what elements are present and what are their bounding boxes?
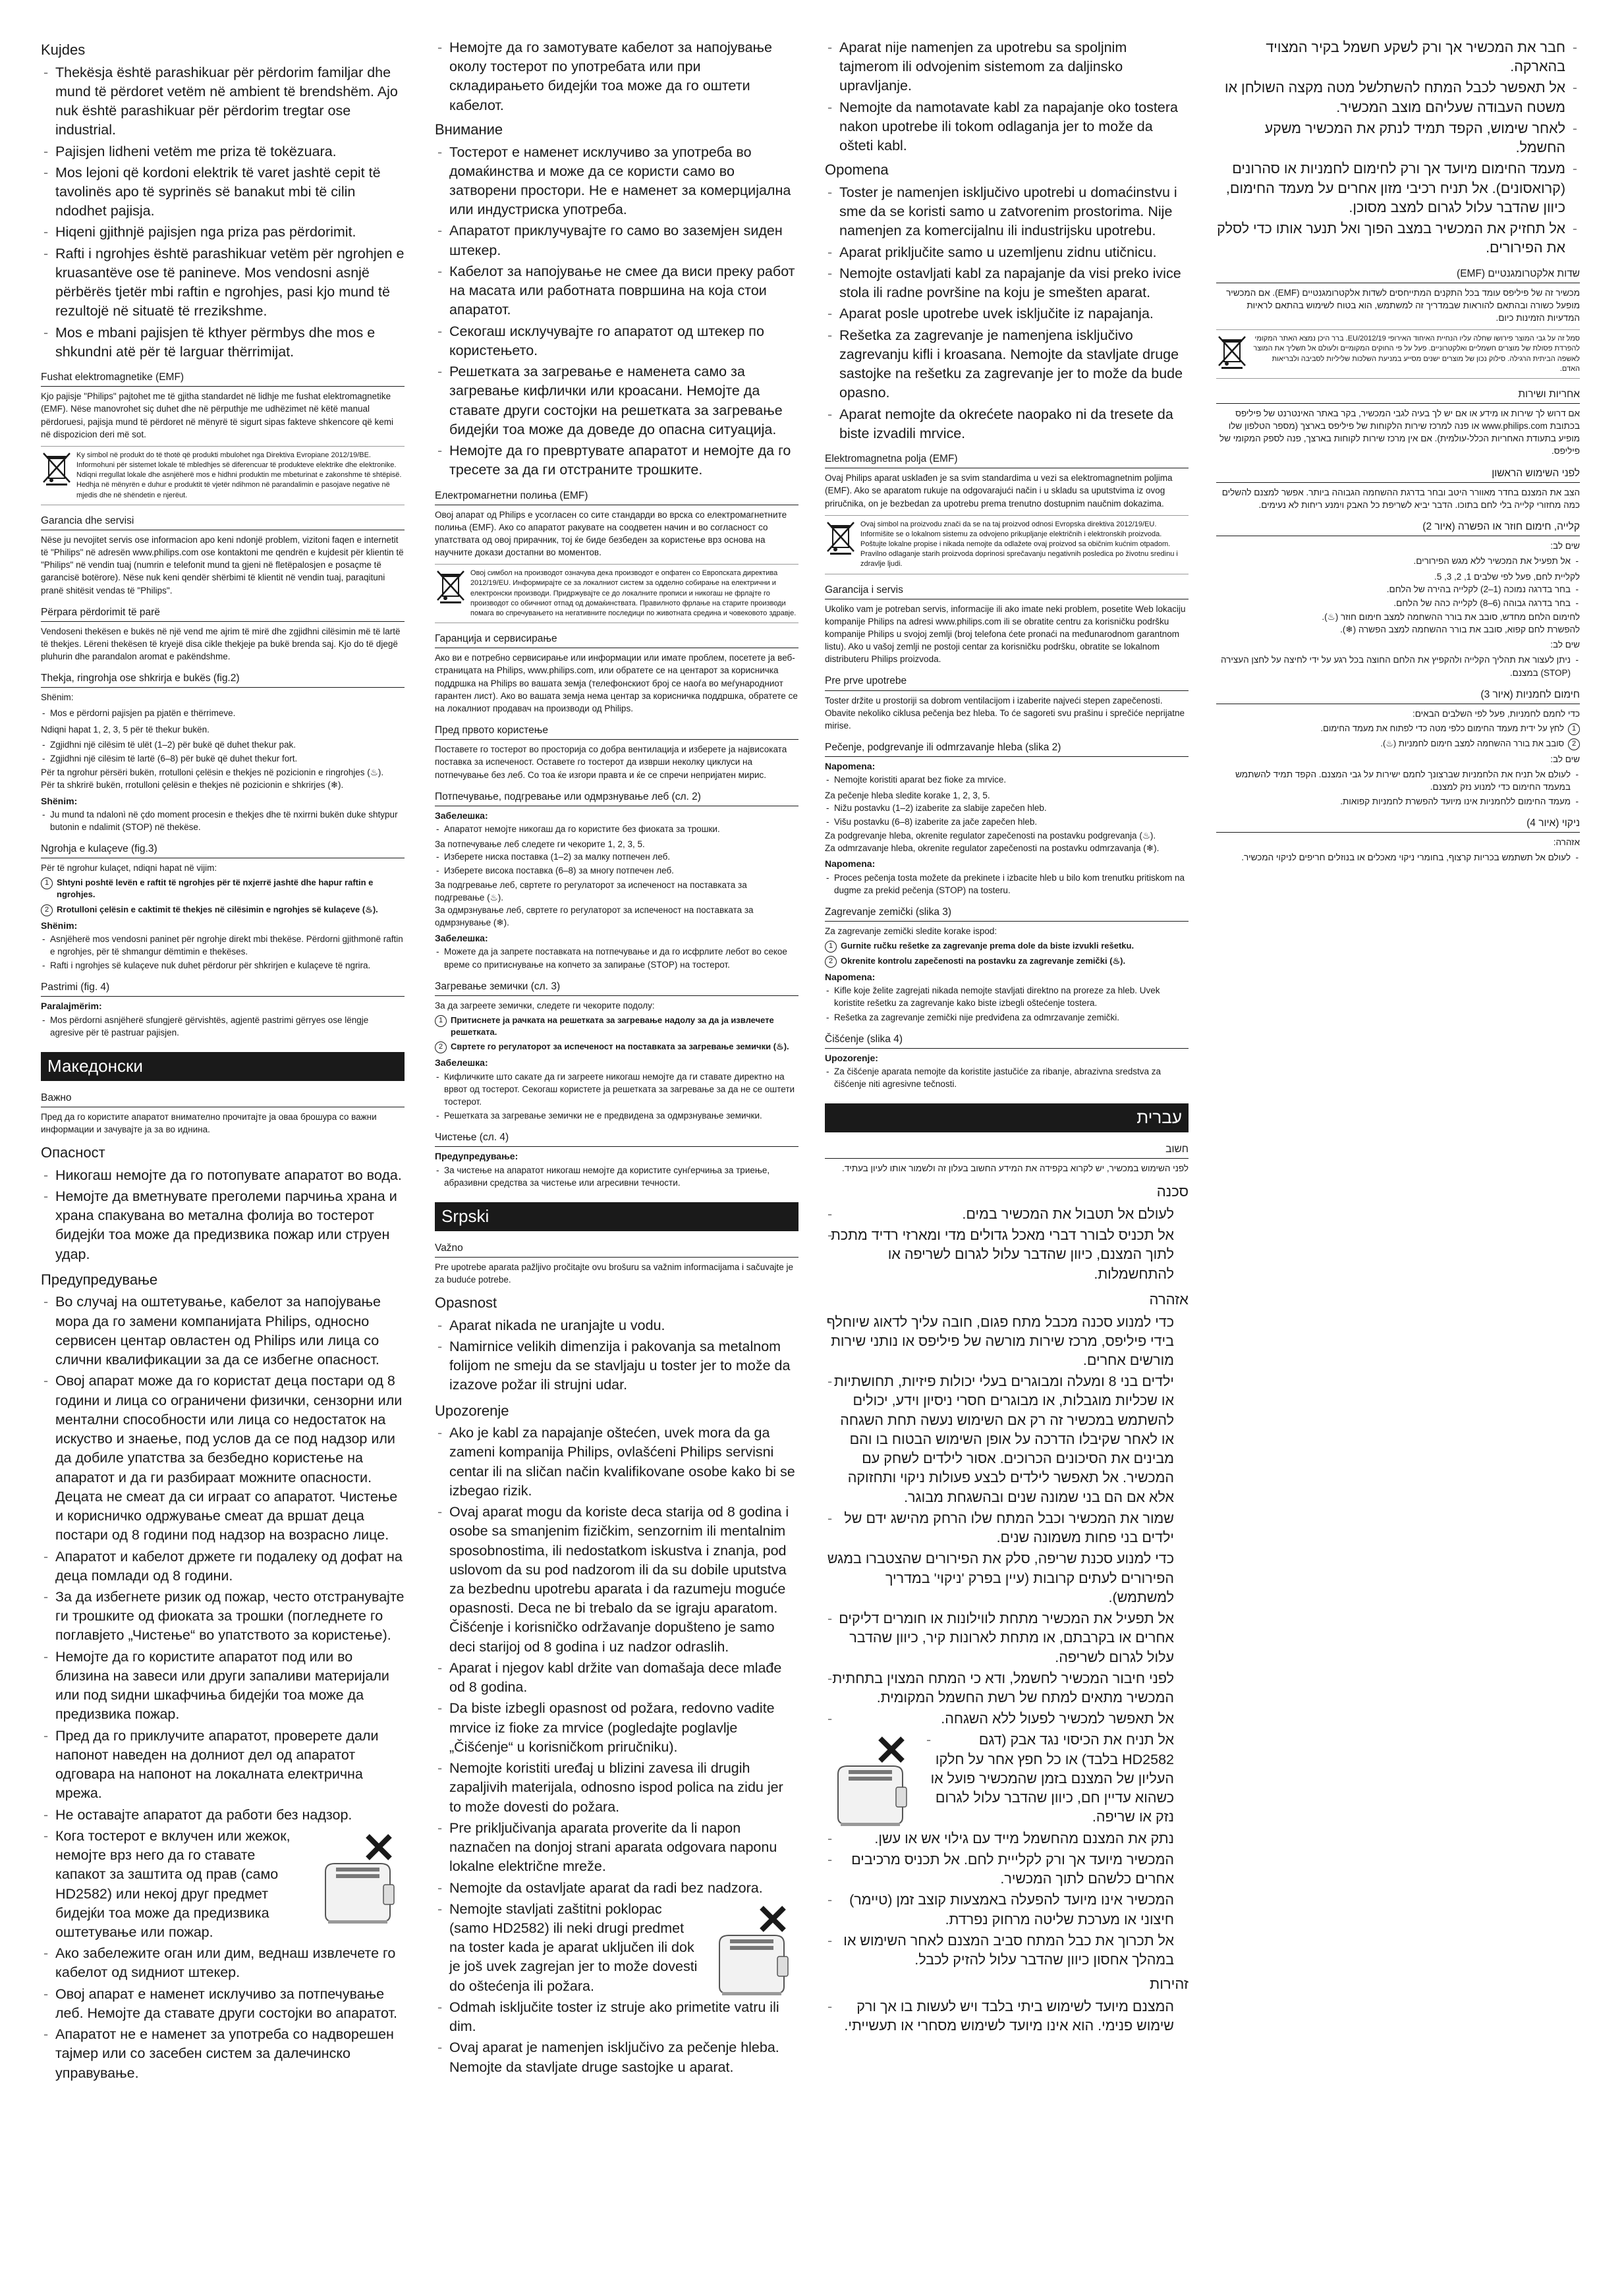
note-label: שים לב:	[1550, 541, 1580, 551]
section-title-emf: Електромагнетни полиња (EMF)	[435, 489, 798, 505]
toast-setting-low: - Zgjidhni një cilësim të ulët (1–2) për bukë që duhet thekur pak.	[41, 738, 405, 751]
step-1: 1 Притиснете ја рачката на решетката за загревање надолу за да ја извлечете решетката.	[435, 1014, 798, 1038]
section-title-guarantee: Гаранција и сервисирање	[435, 632, 798, 648]
first-use-text: הצב את המצנם בחדר מאוורר היטב ובחר בדרגת ההשחמה הגבוהה ביותר. אפשר למצנם להשלים כמה מחזורי קלייה בלי לחם בתוכו. הדבר יביא לשריפת כל האבק ויִמנע ריחות לא נעימים.	[1221, 487, 1580, 510]
important-text: Pre upotrebe aparata pažljivo pročitajte ovu brošuru sa važnim informacijama i sačuvajte je za buduće potrebe.	[435, 1262, 794, 1285]
emf-text: Овој апарат од Philips е усогласен со сите стандарди во врска со електромагнетните полиња (EMF). Ако со апаратот ракувате на соодветен начин и во согласност со упатствата од овој прирачник, тој ќе биде безбеден за користење врз основа на научните докази достапни во моментов.	[435, 509, 787, 558]
first-use-text: Vendoseni thekësen e bukës në një vend me ajrim të mirë dhe zgjidhni cilësimin më të lartë të thekjes. Lëreni thekësen të kryejë disa cikle thekjeje pa bukë brenda saj. Kjo do të djegë pluhurin dhe parandalon aromat e pakëndshme.	[41, 626, 401, 662]
reheat-text: Për ta ngrohur përsëri bukën, rrotulloni çelësin e thekjes në pozicionin e ringrohjes (♨).	[41, 767, 384, 778]
section-title-caution: Opomena	[825, 161, 889, 179]
section-title-cleaning: Pastrimi (fig. 4)	[41, 981, 405, 997]
section-title-first-use: Pre prve upotrebe	[825, 675, 1189, 690]
section-title-cleaning: ניקוי (איור 4)	[1216, 817, 1580, 833]
section-title-buns: חימום לחמניות (איור 3)	[1216, 688, 1580, 704]
toaster-cover-prohibited-icon	[706, 1902, 798, 1998]
list-item: - לאחר שימוש, הקפד תמיד לנתק את המכשיר משקע החשמל.	[1216, 119, 1580, 157]
warning-item: - Mos përdorni asnjëherë sfungjerë gërvishtës, agjentë pastrimi gërryes ose lëngje agresive për të pastruar pajisjen.	[41, 1014, 405, 1039]
list-item: - Ако забележите оган или дим, веднаш извлечете го кабелот од ѕидниот штекер.	[41, 1944, 405, 1982]
warning-label: אזהרה:	[1553, 837, 1580, 847]
list-item: - אל תניח את הכיסוי נגד אבק (דגם HD2582 בלבד) או כל חפץ אחר על חלקו העליון של המצנם בזמן שהמכשיר פועל או כשהוא עדיין חם, כיוון שהדבר עלול לגרום נזק או שריפה.	[924, 1731, 1189, 1827]
note-item: - Asnjëherë mos vendosni paninet për ngrohje direkt mbi thekëse. Përdorni gjithmonë raftin e ngrohjes, për të shmangur dëmtimin e thekëses.	[41, 933, 405, 958]
warning-label: Upozorenje:	[825, 1052, 878, 1063]
note-item: - Rafti i ngrohjes së kulaçeve nuk duhet përdorur për shkrirjen e kulaçeve të ngrira.	[41, 959, 405, 972]
list-item: - Odmah isključite toster iz struje ako primetite vatru ili dim.	[435, 1998, 798, 2036]
list-item: - Nemojte da ostavljate aparat da radi bez nadzora.	[435, 1879, 798, 1898]
list-item: - אל תפעיל את המכשיר מתחת לווילונות או חומרים דליקים אחרים או בקרבתם, או מתחת לארונות קיר, כיוון שהדבר עלול לגרום לשריפה.	[825, 1609, 1189, 1667]
section-title-caution: Внимание	[435, 121, 503, 138]
toast-steps-text: Ndiqni hapat 1, 2, 3, 5 për të thekur bukën.	[41, 724, 210, 735]
list-item: - Nemojte da namotavate kabl za napajanje oko tostera nakon upotrebe ili tokom odlaganja jer to može da ošteti kabl.	[825, 98, 1189, 156]
list-item: - Toster je namenjen isključivo upotrebi u domaćinstvu i sme da se koristi samo u zatvorenim prostorima. Nije namenjen za komercijalnu ili industrijsku upotrebu.	[825, 183, 1189, 241]
defrost-text: За одмрзнување леб, свртете го регулаторот за испеченост на поставката за одмрзнување (❄).	[435, 904, 754, 928]
section-title-first-use: לפני השימוש הראשון	[1216, 467, 1580, 483]
section-title-guarantee: אחריות ושירות	[1216, 388, 1580, 404]
list-item: - כדי למנוע סכנה מכבל מתח פגום, חובה עליך לדאוג שיוחלף בידי פיליפס, מרכז שירות מורשה של פיליפס או נותני שירות מורשים אחרים.	[825, 1313, 1189, 1371]
note-label: שים לב:	[1550, 754, 1580, 765]
list-item: - לעולם אל תטבול את המכשיר במים.	[825, 1205, 1189, 1224]
list-item: - Pajisjen lidheni vetëm me priza të tokëzuara.	[41, 142, 405, 161]
defrost-text: Për ta shkrirë bukën, rrotulloni çelësin e thekjes në pozicionin e shkrirjes (❄).	[41, 780, 344, 790]
language-header-sr: Srpski	[435, 1202, 798, 1231]
list-item: - אל תכניס לבורר דברי מאכל גדולים מדי ומארזי רדיד מתכת לתוך המצנם, כיוון שהדבר עלול לגרום לשריפה או להתחשמלות.	[825, 1226, 1189, 1284]
list-item: - Nemojte koristiti uređaj u blizini zavesa ili drugih zapaljivih materijala, odnosno ispod polica na zidu jer to može dovesti do požara.	[435, 1759, 798, 1817]
guarantee-text: Ако ви е потребно сервисирање или информации или имате проблем, посетете ја веб-страницата на Philips, www.philips.com, или обратете се на центарот за корисничка поддршка на Philips во вашата земја (телефонскиот број се наоѓа во меѓународниот гарантен лист). Ако во вашата земја нема центар за корисничка поддршка, обратете се на локалниот продавач на производи од Philips.	[435, 653, 798, 713]
section-title-first-use: Përpara përdorimit të parë	[41, 606, 405, 622]
list-item: - Немојте да го замотувате кабелот за напојување околу тостерот по употребата или при складирањето бидејќи тоа може да го оштети кабелот.	[435, 38, 798, 115]
crossed-bin-icon	[1218, 334, 1246, 370]
weee-text: Ovaj simbol na proizvodu znači da se na taj proizvod odnosi Evropska direktiva 2012/19/EU. Informišite se o lokalnom sistemu za odvojeno prikupljanje električnih i elektronskih proizvoda. Poštujte lokalne propise i nikada nemojte da odlažete ovaj proizvod sa običnim kućnim otpadom. Pravilno odlaganje starih proizvoda doprinosi sprečavanju negativnih posledica po životnu sredinu i zdravlje ljudi.	[860, 520, 1178, 568]
defrost-text: להפשרת לחם קפוא, סובב את בורר ההשחמה למצב הפשרה (❄).	[1340, 624, 1580, 635]
step-2: 2 Okrenite kontrolu zapečenosti na postavku za zagrevanje zemički (♨).	[825, 955, 1189, 968]
section-title-important: חשוב	[825, 1143, 1189, 1159]
note-label: Shënim:	[41, 692, 74, 703]
list-item: - Не оставајте апаратот да работи без надзор.	[41, 1806, 405, 1825]
section-title-emf: Fushat elektromagnetike (EMF)	[41, 371, 405, 387]
note-label: Забелешка:	[435, 810, 488, 821]
step-1: 1 Gurnite ručku rešetke za zagrevanje prema dole da biste izvukli rešetku.	[825, 940, 1189, 953]
list-item: - ילדים בני 8 ומעלה ומבוגרים בעלי יכולות פיזיות, תחושתיות או שכליות מוגבלות, או מבוגרים חסרי ניסיון וידע, יכולים להשתמש במכשיר זה רק אם השימוש נעשה תחת השגחה או לאחר שקיבלו הדרכה על אופן השימוש הבטוח בו והם מבינים את הסיכונים הכרוכים. אסור לילדים לשחק עם המכשיר. אל תאפשר לילדים לבצע פעולות ניקוי ותחזוקה אלא אם הם בני שמונה שנים ובהשגחת מבוגר.	[825, 1372, 1189, 1507]
note-label: Napomena:	[825, 761, 876, 772]
list-item: - Апаратот и кабелот држете ги подалеку од дофат на деца помлади од 8 години.	[41, 1547, 405, 1586]
list-item: - המכשיר אינו מיועד להפעלה באמצעות קוצב זמן (טיימר) חיצוני או מערכת שליטה מרחוק נפרדת.	[825, 1891, 1189, 1929]
warning-item: - Za čišćenje aparata nemojte da koristite jastučiće za ribanje, abrazivna sredstva za čišćenje niti agresivne tečnosti.	[825, 1065, 1189, 1090]
section-title-warning: אזהרה	[1149, 1290, 1189, 1308]
step-2: 2 Rrotulloni çelësin e caktimit të thekjes në cilësimin e ngrohjes së kulaçeve (♨).	[41, 904, 405, 916]
warning-item: - לעולם אל תשתמש בכריות קרצוף, בחומרי ניקוי מאכלים או בנוזלים חריפים לניקוי המכשיר.	[1216, 851, 1580, 864]
weee-text: סמל זה על גבי המוצר פירושו שחלה עליו הנחיית האיחוד האירופי EU/2012/19. ברר היכן נמצא האתר המקומי להפרדת פסולת של מוצרים חשמליים ואלקטרוניים. פעל על פי החוקים המקומיים ולעולם אל תשליך את המוצר לאשפה הביתית הרגילה. סילוק נכון של מוצרים ישנים מסייע במניעת השלכות שליליות לסביבה ולבריאות האדם.	[1253, 335, 1580, 373]
list-item: - Немојте да го превртувате апаратот и немојте да го тресете за да ги отстраните трошките.	[435, 441, 798, 480]
list-item: - אל תאפשר לכבל המתח להשתלשל מטה מקצה השולחן או משטח העבודה שעליהם מוצב המכשיר.	[1216, 78, 1580, 117]
section-title-toasting: קלייה, חימום חוזר או הפשרה (איור 2)	[1216, 520, 1580, 536]
list-item: - Nemojte stavljati zaštitni poklopac (samo HD2582) ili neki drugi predmet na toster kada je aparat uključen ili dok je još uvek zagrejan jer to može dovesti do oštećenja ili požara.	[435, 1900, 700, 1996]
guarantee-text: Nëse ju nevojitet servis ose informacion apo keni ndonjë problem, vizitoni faqen e internetit të "Philips" në adresën www.philips.com ose kontaktoni me qendrën e kujdesit për klientin të "Philips" në vendin tuaj (numrin e telefonit mund ta gjeni në fletëpalosjen e posaçme të garancisë botërore). Nëse nuk keni qendër shërbimi të klientit në vendin tuaj, paraqituni pranë shitësit vendas të "Philips".	[41, 534, 404, 596]
language-header-he: עברית	[825, 1103, 1189, 1132]
toast-steps-text: Za pečenje hleba sledite korake 1, 2, 3, 5.	[825, 790, 990, 800]
list-item: - Овој апарат е наменет исклучиво за потпечување леб. Немојте да ставате други состојки во апаратот.	[41, 1985, 405, 2023]
section-title-important: Важно	[41, 1092, 405, 1107]
sq-caution-list	[41, 63, 405, 362]
he-intro-block	[825, 1143, 1189, 2036]
list-item: - Ako je kabl za napajanje oštećen, uvek mora da ga zameni kompanija Philips, ovlašćeni Philips servisni centar ili na sličan način kvalifikovane osobe kako bi se izbegao rizik.	[435, 1424, 798, 1501]
list-item: - Aparat nikada ne uranjajte u vodu.	[435, 1316, 798, 1335]
bun-intro: Për të ngrohur kulaçet, ndiqni hapat në vijim:	[41, 863, 217, 874]
list-item: - Апаратот приклучувајте го само во заземјен ѕиден штекер.	[435, 221, 798, 260]
toast-setting-low: - Изберете ниска поставка (1–2) за малку потпечен леб.	[435, 850, 798, 863]
note-item: - Rešetka za zagrevanje zemički nije predviđena za odmrzavanje zemički.	[825, 1011, 1189, 1024]
note-label: Shënim:	[41, 795, 78, 806]
section-title-warning: Предупредување	[41, 1271, 158, 1288]
list-item: - Овој апарат може да го користат деца постари од 8 години и лица со ограничени физички, сензорни или ментални способности или лица со недостаток на искуство и знаење, под услов да се под надзор или да добиле упатства за безбедно користење на апаратот и да ги разбираат можните опасности. Децата не смеат да си играат со апаратот. Чистење и корисничко одржување смеат да вршат деца постари од 8 години под надзор на возрасно лице.	[41, 1372, 405, 1545]
section-title-first-use: Пред првото користење	[435, 724, 798, 740]
list-item: - Aparat i njegov kabl držite van domašaja dece mlađe od 8 godina.	[435, 1659, 798, 1697]
crossed-bin-icon	[826, 520, 855, 555]
note-label: Забелешка:	[435, 1057, 488, 1068]
list-item: - המצנם מיועד לשימוש ביתי בלבד ויש לעשות בו אך ורק שימוש פנימי. הוא אינו מיועד לשימוש מסחרי או תעשייתי.	[825, 1997, 1189, 2036]
note-label: Napomena:	[825, 858, 876, 870]
note-item: - מעמד החימום ללחמניות אינו מיועד להפשרת לחמניות קפואות.	[1216, 795, 1580, 808]
toast-setting-high: - בחר בדרגה גבוהה (6–8) לקלייה כהה של הלחם.	[1216, 597, 1580, 609]
bun-intro: כדי לחמם לחמניות, פעל לפי השלבים הבאים:	[1412, 708, 1580, 719]
section-title-guarantee: Garancia dhe servisi	[41, 514, 405, 530]
section-title-buns: Zagrevanje zemički (slika 3)	[825, 906, 1189, 922]
note-item: - Mos e përdorni pajisjen pa pjatën e thërrimeve.	[41, 707, 405, 719]
defrost-text: Za odmrzavanje hleba, okrenite regulator zapečenosti na postavku odmrzavanja (❄).	[825, 843, 1160, 854]
list-item: - Rešetka za zagrevanje je namenjena isključivo zagrevanju kifli i kroasana. Nemojte da stavljate druge sastojke na rešetku za zagrevanje jer to može da bude opasno.	[825, 326, 1189, 403]
note-item: - Можете да ја запрете поставката на потпечување и да го исфрлите лебот во секое време со притиснување на копчето за запирање (STOP) на тостерот.	[435, 945, 798, 970]
section-title-buns: Загревање земички (сл. 3)	[435, 980, 798, 996]
list-item: - Ovaj aparat mogu da koriste deca starija od 8 godina i osobe sa smanjenim fizičkim, senzornim ili mentalnim sposobnostima, ili nedostatkom iskustva i znanja, pod uslovom da su pod nadzorom ili da su dobile uputstva za bezbednu upotrebu aparata i da razumeju moguće opasnosti. Deca ne bi trebalo da se igraju aparatom. Čišćenje i korisničko održavanje dopušteno je samo deci starijoj od 8 godina i uz nadzor odraslih.	[435, 1503, 798, 1657]
section-title-warning: Upozorenje	[435, 1402, 509, 1419]
important-text: לפני השימוש במכשיר, יש לקרוא בקפידה את המידע החשוב בעלון זה ולשמור אותו לעיון בעתיד.	[842, 1163, 1189, 1174]
note-item: - Kifle koje želite zagrejati nikada nemojte stavljati direktno na proreze za hleb. Uvek koristite rešetku za zagrevanje kako biste izbegli oštećenje tostera.	[825, 984, 1189, 1009]
list-item: - Mos e mbani pajisjen të kthyer përmbys dhe mos e shkundni atë për të larguar thërrimijat.	[41, 323, 405, 362]
list-item: - אל תכרוך את כבל המתח סביב המצנם לאחר השימוש או במהלך אחסון כיוון שהדבר עלול להזיק לכבל.	[825, 1931, 1189, 1970]
crossed-bin-icon	[436, 568, 465, 604]
note-item: - Кифличките што сакате да ги загреете никогаш немојте да ги ставате директно на врвот од тостерот. Секогаш користете ја решетката за загревање за да не се оштети тостерот.	[435, 1070, 798, 1108]
toast-setting-low: - בחר בדרגה נמוכה (1–2) לקלייה בהירה של הלחם.	[1216, 583, 1580, 596]
list-item: - Секогаш исклучувајте го апаратот од штекер по користењето.	[435, 322, 798, 360]
toast-setting-high: - Zgjidhni një cilësim të lartë (6–8) për bukë që duhet thekur fort.	[41, 752, 405, 765]
list-item: - Кабелот за напојување не смее да виси преку работ на масата или работната површина на која стои апаратот.	[435, 262, 798, 320]
column-1	[41, 38, 405, 2265]
language-header-mk: Македонски	[41, 1052, 405, 1081]
list-item: - Немојте да го користите апаратот под или во близина на завеси или други запаливи материјали или под ѕидни шкафчиња бидејќи тоа може да предизвика пожар.	[41, 1648, 405, 1725]
list-item: - Hiqeni gjithnjë pajisjen nga priza pas përdorimit.	[41, 223, 405, 242]
list-item: - Пред да го приклучите апаратот, проверете дали напонот наведен на долниот дел од апаратот одговара на напонот на локалната електрична мрежа.	[41, 1727, 405, 1804]
warning-label: Paralajmërim:	[41, 1001, 102, 1012]
emf-text: Ovaj Philips aparat usklađen je sa svim standardima u vezi sa elektromagnetnim poljima (EMF). Ako se aparatom rukuje na odgovarajući način i u skladu sa uputstvima iz ovog priručnika, on je bezbedan za upotrebu prema trenutno dostupnim naučnim dokazima.	[825, 473, 1173, 509]
toaster-cover-prohibited-icon	[825, 1733, 917, 1829]
emf-text: מכשיר זה של פיליפס עומד בכל התקנים המתייחסים לשדות אלקטרומגנטיים (EMF). אם המכשיר מופעל כשורה ובהתאם להוראות שבמדריך זה למשתמש, הוא בטוח לשימוש בהתאם לראיות המדעיות הזמינות כיום.	[1226, 287, 1580, 323]
list-item: - מעמד החימום מיועד אך ורק לחימום לחמניות או סהרונים (קרואסונים). אל תניח רכיבי מזון אחרים על מעמד החימום, כיוון שהדבר עלול לגרום למצב מסוכן.	[1216, 159, 1580, 217]
list-item: - Немојте да вметнувате преголеми парчиња храна и храна спакувана во метална фолија во тостерот бидејќи тоа може да предизвика пожар или струен удар.	[41, 1187, 405, 1264]
section-title-caution: זהירות	[1150, 1976, 1189, 1993]
section-title-emf: Elektromagnetna polja (EMF)	[825, 453, 1189, 468]
first-use-text: Toster držite u prostoriji sa dobrom ventilacijom i izaberite najveći stepen zapečenosti. Obavite nekoliko ciklusa pečenja bez hleba. To će sagoreti svu prašinu i sprečiće neprijatne mirise.	[825, 695, 1185, 731]
note-item: - Proces pečenja tosta možete da prekinete i izbacite hleb u bilo kom trenutku pritiskom na dugme za prekid pečenja (STOP) na tosteru.	[825, 872, 1189, 897]
list-item: - Кога тостерот е вклучен или жежок, немојте врз него да го ставате капакот за заштита од прав (само HD2582) или некој друг предмет бидејќи тоа може да предизвика оштетување или пожар.	[41, 1827, 306, 1942]
note-item: - Ju mund ta ndalonì në çdo moment procesin e thekjes dhe të nxirrni bukën duke shtypur butonin e ndalimit (STOP) në thekëse.	[41, 808, 405, 833]
section-title-kujdes: Kujdes	[41, 42, 86, 58]
weee-notice	[825, 515, 1189, 574]
emf-text: Kjo pajisje "Philips" pajtohet me të gjitha standardet në lidhje me fushat elektromagnetike (EMF). Nëse manovrohet siç duhet dhe në përputhje me udhëzimet në këtë manual përdoruesi, pajisja mund të përdoret në mënyrë të sigurt sipas fakteve shkencore që kemi në dispozicion deri më sot.	[41, 391, 394, 439]
list-item: - Aparat posle upotrebe uvek isključite iz napajanja.	[825, 304, 1189, 323]
list-item: - Nemojte ostavljati kabl za napajanje da visi preko ivice stola ili radne površine na koju je smešten aparat.	[825, 264, 1189, 302]
list-item: - Тостерот е наменет исклучиво за употреба во домаќинства и може да се користи само во затворени простори. Не е наменет за комерцијална или индустриска употреба.	[435, 143, 798, 220]
list-item: - Aparat nemojte da okrećete naopako ni da tresete da biste izvadili mrvice.	[825, 405, 1189, 443]
warning-item: - За чистење на апаратот никогаш немојте да користите сунѓерчиња за триење, абразивни средства за чистење или агресивни течности.	[435, 1164, 798, 1189]
crossed-bin-icon	[42, 451, 71, 486]
note-label: Забелешка:	[435, 933, 488, 944]
section-title-toasting: Потпечување, подгревање или одмрзнување леб (сл. 2)	[435, 790, 798, 806]
reheat-text: לחימום הלחם מחדש, סובב את בורר ההשחמה למצב חימום חוזר (♨).	[1322, 612, 1580, 623]
list-item: - כדי למנוע סכנת שריפה, סלק את הפירורים שהצטברו במגש הפירורים לעתים קרובות (עיין בפרק 'ניקוי' במדריך למשתמש).	[825, 1549, 1189, 1607]
note-item: - לעולם אל תניח את הלחמניות שברצונך לחמם ישירות על גבי המצנם. הקפד תמיד להשתמש במעמד החימום כדי למנוע נזק למצנם.	[1216, 768, 1580, 793]
warning-with-illustration	[41, 1827, 405, 1942]
section-title-buns: Ngrohja e kulaçeve (fig.3)	[41, 843, 405, 858]
list-item: - נתק את המצנם מהחשמל מייד עם גילוי אש או עשן.	[825, 1829, 1189, 1848]
warning-label: Предупредување:	[435, 1151, 518, 1162]
reheat-text: Za podgrevanje hleba, okrenite regulator zapečenosti na postavku podgrevanja (♨).	[825, 831, 1156, 841]
section-title-danger: Opasnost	[435, 1294, 497, 1312]
section-title-cleaning: Čišćenje (slika 4)	[825, 1033, 1189, 1049]
list-item: - לפני חיבור המכשיר לחשמל, ודא כי המתח המצוין בתחתית המכשיר מתאים למתח של רשת החשמל המקומית.	[825, 1669, 1189, 1707]
section-title-danger: Опасност	[41, 1144, 105, 1161]
note-label: Shënim:	[41, 920, 78, 931]
list-item: - חבר את המכשיר אך ורק לשקע חשמל בקיר המצויד בהארקה.	[1216, 38, 1580, 76]
toast-setting-high: - Višu postavku (6–8) izaberite za jače zapečen hleb.	[825, 816, 1189, 828]
guarantee-text: אם דרוש לך שירות או מידע או אם יש לך בעיה לגבי המכשיר, בקר באתר האינטרנט של פיליפס בכתובת www.philips.com או פנה למרכז שירות הלקוחות של פיליפס בארצך (מספר הטלפון שלו מופיע בתעודת האחריות הכלל-עולמית). אם אין מרכז שירות לקוחות בארצך, פנה לספק המקומי של פיליפס.	[1219, 408, 1580, 457]
step-2: 2 סובב את בורר ההשחמה למצב חימום לחמניות (♨).	[1216, 738, 1580, 750]
section-title-danger: סכנה	[1156, 1183, 1189, 1200]
step-1: 1 Shtyni poshtë levën e raftit të ngrohjes për të nxjerrë jashtë dhe hapur raftin e ngrohjes.	[41, 877, 405, 901]
list-item: - Апаратот не е наменет за употреба со надворешен тајмер или со засебен систем за далечинско управување.	[41, 2025, 405, 2083]
weee-notice	[41, 446, 405, 505]
list-item: - Mos lejoni që kordoni elektrik të varet jashtë cepit të tavolinës apo të syprinës së banakut mbi të cilin ndodhet pajisja.	[41, 163, 405, 221]
section-title-toasting: Pečenje, podgrevanje ili odmrzavanje hleba (slika 2)	[825, 741, 1189, 757]
step-2: 2 Свртете го регулаторот за испеченост на поставката за загревање земички (♨).	[435, 1041, 798, 1053]
guarantee-text: Ukoliko vam je potreban servis, informacije ili ako imate neki problem, posetite Web lokaciju kompanije Philips na adresi www.philips.com ili se obratite centru za korisničku podršku kompanije Philips u svojoj zemlji (broj telefona ćete pronaći na međunarodnom garantnom listu). Ako u vašoj zemlji ne postoji centar za korisničku podršku, obratite se lokalnom distributeru Philips proizvoda.	[825, 603, 1186, 665]
warning-with-illustration	[825, 1731, 1189, 1827]
note-label: שים לב:	[1550, 640, 1580, 650]
toast-setting-low: - Nižu postavku (1–2) izaberite za slabije zapečen hleb.	[825, 802, 1189, 814]
reheat-text: За подгревање леб, свртете го регулаторот за испеченост на поставката за подгревање (♨).	[435, 879, 747, 902]
column-3	[825, 38, 1189, 2265]
column-2	[435, 38, 798, 2265]
note-item: - ניתן לעצור את תהליך הקלייה ולהקפיץ את הלחם החוצה בכל רגע על ידי לחיצה על לחצן העצירה (STOP) במצנם.	[1216, 653, 1580, 679]
list-item: - За да избегнете ризик од пожар, често отстранувајте ги трошките од фиоката за трошки (погледнете го поглавјето „Чистење“ во упатството за користење).	[41, 1588, 405, 1646]
section-title-important: Važno	[435, 1242, 798, 1258]
note-item: - Апаратот немојте никогаш да го користите без фиоката за трошки.	[435, 823, 798, 835]
list-item: - Во случај на оштетување, кабелот за напојување мора да го замени компанијата Philips, односно сервисен центар овластен од Philips или лица со слични квалификации за да се избегне опасност.	[41, 1292, 405, 1370]
toaster-cover-prohibited-icon	[312, 1831, 405, 1926]
list-item: - Aparat nije namenjen za upotrebu sa spoljnim tajmerom ili odvojenim sistemom za daljinsko upravljanje.	[825, 38, 1189, 96]
weee-text: Ky simbol në produkt do të thotë që produkti mbulohet nga Direktiva Evropiane 2012/19/BE. Informohuni për sistemet lokale të mbledhjes së diferencuar të produkteve elektrike dhe elektronike. Ndiqni rregullat lokale dhe asnjëherë mos e hidhni produktin me mbeturinat e zakonshme të shtëpisë. Hedhja në mënyrën e duhur e produktit të vjetër ndihmon në parandalimin e pasojave negative në mjedis dhe në shëndetin e njerëut.	[76, 451, 402, 499]
list-item: - Решетката за загревање е наменета само за загревање кифлички или кроасани. Немојте да ставате други состојки на решетката за загревање бидејќи тоа може да доведе до опасна ситуација.	[435, 362, 798, 439]
list-item: - Rafti i ngrohjes është parashikuar vetëm për ngrohjen e kruasantëve ose të panineve. Mos vendosni asnjë përbërës tjetër mbi raftin e ngrohjes, pasi kjo mund të rezultojë në situatë të rrezikshme.	[41, 244, 405, 321]
list-item: - Da biste izbegli opasnost od požara, redovno vadite mrvice iz fioke za mrvice (pogledajte poglavlje „Čišćenje“ u korisničkom priručniku).	[435, 1699, 798, 1757]
section-title-cleaning: Чистење (сл. 4)	[435, 1131, 798, 1147]
note-label: Napomena:	[825, 972, 876, 983]
note-item: - Решетката за загревање земички не е предвидена за одмрзнување земички.	[435, 1109, 798, 1122]
list-item: - שמור את המכשיר וכבל המתח שלו הרחק מהישג ידם של ילדים בני פחות משמונה שנים.	[825, 1509, 1189, 1547]
list-item: - Thekësja është parashikuar për përdorim familjar dhe mund të përdoret vetëm në ambient të brendshëm. Ajo nuk është parashikuar për përdorim tregtar ose industrial.	[41, 63, 405, 140]
warning-with-illustration	[435, 1900, 798, 1996]
weee-notice	[435, 564, 798, 623]
list-item: - Никогаш немојте да го потопувате апаратот во вода.	[41, 1166, 405, 1185]
section-title-toasting: Thekja, ringrohja ose shkrirja e bukës (fig.2)	[41, 672, 405, 688]
bun-intro: За да загреете земички, следете ги чекорите подолу:	[435, 1000, 655, 1011]
list-item: - Namirnice velikih dimenzija i pakovanja sa metalnom folijom ne smeju da se stavljaju u toster jer to može da izazove požar ili strujni udar.	[435, 1337, 798, 1395]
list-item: - Aparat priključite samo u uzemljenu zidnu utičnicu.	[825, 243, 1189, 262]
list-item: - המכשיר מיועד אך ורק לקלייית לחם. אל תכניס מרכיבים אחרים כלשהם לתוך המכשיר.	[825, 1850, 1189, 1889]
step-1: 1 לחץ על ידית מעמד החימום כלפי מטה כדי לפתוח את מעמד החימום.	[1216, 723, 1580, 735]
weee-text: Овој симбол на производот означува дека производот е опфатен со Европската директива 2012/19/EU. Информирајте се за локалниот систем за одделно собирање на електрични и електронски производи. Придржувајте се до локалните прописи и никогаш не фрлајте го производот со обичниот отпад од домаќинствата. Правилното фрлање на старите производи помага во спречувањето на негативните последици по животната средина и човековото здравје.	[470, 569, 797, 617]
list-item: - Pre priključivanja aparata proverite da li napon naznačen na donjoj strani aparata odgovara naponu lokalne električne mreže.	[435, 1819, 798, 1877]
important-text: Пред да го користите апаратот внимателно прочитајте ја оваа брошура со важни информации и зачувајте ја за во иднина.	[41, 1111, 377, 1134]
section-title-guarantee: Garancija i servis	[825, 584, 1189, 599]
list-item: - אל תחזיק את המכשיר במצב הפוך ואל תנער אותו כדי לסלק את הפירורים.	[1216, 219, 1580, 258]
toast-steps-text: לקליית לחם, פעל לפי שלבים 1, 2, 3, 5.	[1434, 571, 1580, 582]
weee-notice	[1216, 329, 1580, 379]
note-item: - אל תפעיל את המכשיר ללא מגש הפירורים.	[1216, 555, 1580, 567]
first-use-text: Поставете го тостерот во просторија со добра вентилација и изберете ја највисоката поставка за испеченост. Оставете го тостерот да изврши неколку циклуси на потпечување без леб. Со тоа ќе изгори правта и ќе се спречи непријатен мирис.	[435, 744, 787, 780]
column-4	[1216, 38, 1580, 2265]
toast-steps-text: За потпечување леб следете ги чекорите 1, 2, 3, 5.	[435, 839, 645, 850]
toast-setting-high: - Изберете висока поставка (6–8) за многу потпечен леб.	[435, 864, 798, 877]
note-item: - Nemojte koristiti aparat bez fioke za mrvice.	[825, 773, 1189, 786]
bun-intro: Za zagrevanje zemički sledite korake ispod:	[825, 926, 997, 936]
list-item: - Ovaj aparat je namenjen isključivo za pečenje hleba. Nemojte da stavljate druge sastojke u aparat.	[435, 2038, 798, 2076]
section-title-emf: שדות אלקטרומגנטיים (EMF)	[1216, 267, 1580, 283]
list-item: - אל תאפשר למכשיר לפעול ללא השגחה.	[825, 1709, 1189, 1729]
